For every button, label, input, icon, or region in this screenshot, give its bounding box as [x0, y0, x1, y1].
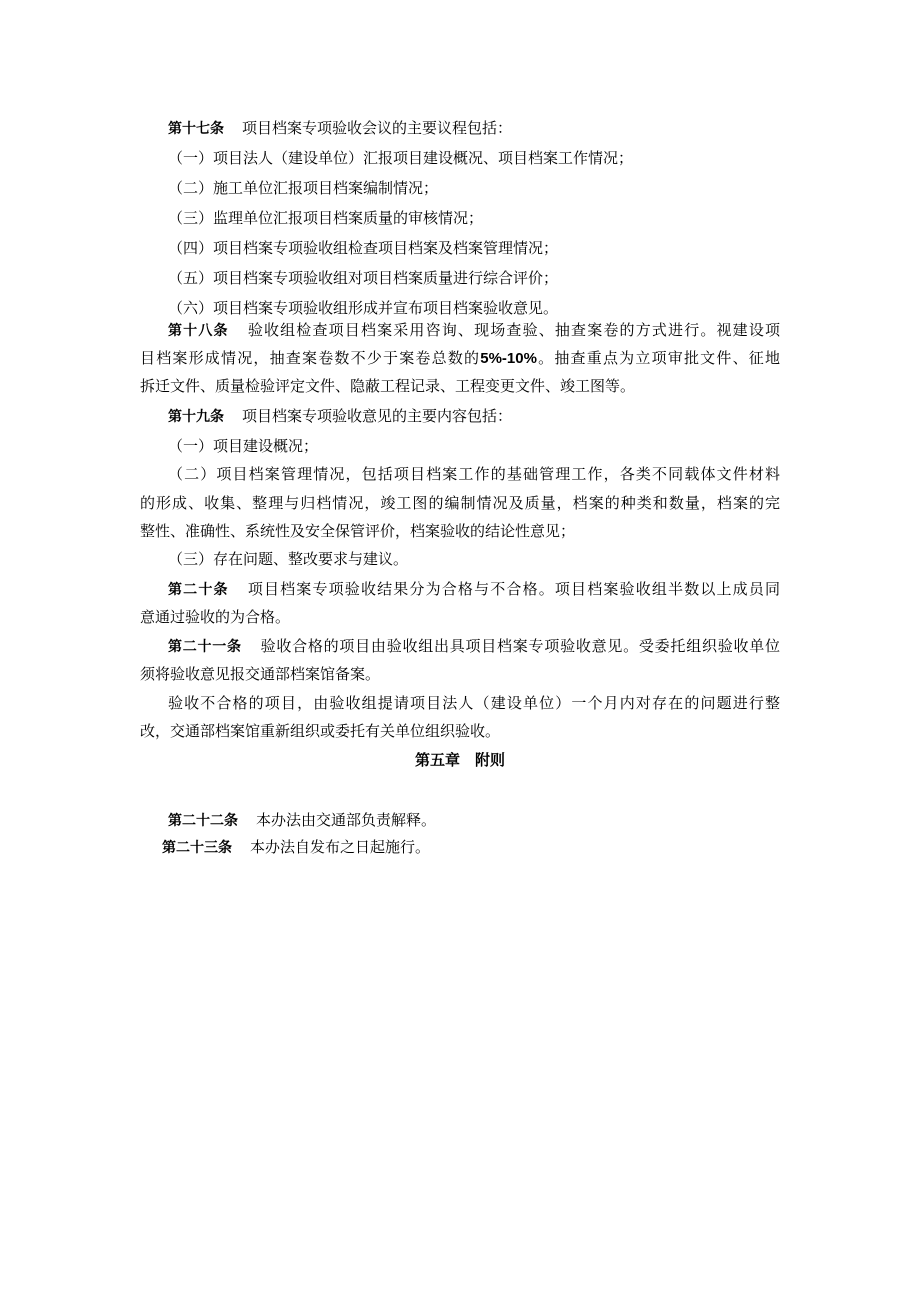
article-18-percentage: 5%-10% [480, 350, 537, 367]
article-19-label: 第十九条 [168, 409, 224, 425]
article-23 [162, 837, 430, 858]
article-20-text-1: 项目档案专项验收结果分为合格与不合格。项目档案验收组半数以上成员同 [246, 580, 780, 598]
article-19-text: 项目档案专项验收意见的主要内容包括： [242, 407, 513, 425]
article-18-text-2a: 目档案形成情况，抽查案卷数不少于案卷总数的 [140, 349, 481, 367]
article-17-item-4: （四）项目档案专项验收组检查项目档案及档案管理情况； [168, 239, 559, 257]
article-21-para-2-line-2: 改，交通部档案馆重新组织或委托有关单位组织验收。 [140, 722, 501, 740]
article-18-line-3: 拆迁文件、质量检验评定文件、隐蔽工程记录、工程变更文件、竣工图等。 [140, 377, 636, 395]
article-19-item-2-line-2: 的形成、收集、整理与归档情况，竣工图的编制情况及质量，档案的种类和数量，档案的完 [140, 494, 780, 512]
article-21-line-2: 须将验收意见报交通部档案馆备案。 [140, 665, 381, 683]
article-18-line-2 [140, 348, 780, 369]
article-19-heading [168, 406, 512, 427]
article-22-text: 本办法由交通部负责解释。 [256, 811, 437, 829]
chapter-5-title: 第五章 附则 [414, 751, 505, 769]
article-20-line-2: 意通过验收的为合格。 [140, 608, 291, 626]
article-18-text-1: 验收组检查项目档案采用咨询、现场查验、抽查案卷的方式进行。视建设项 [246, 321, 780, 339]
article-21-para-2-line-1: 验收不合格的项目，由验收组提请项目法人（建设单位）一个月内对存在的问题进行整 [168, 694, 780, 712]
article-17-item-6: （六）项目档案专项验收组形成并宣布项目档案验收意见。 [168, 299, 559, 317]
article-19-item-3: （三）存在问题、整改要求与建议。 [168, 550, 409, 568]
article-17-item-5: （五）项目档案专项验收组对项目档案质量进行综合评价； [168, 269, 559, 287]
article-18-text-2b: 。抽查重点为立项审批文件、征地 [536, 349, 780, 367]
article-17-label: 第十七条 [168, 121, 224, 137]
article-19-item-2-line-3: 整性、准确性、系统性及安全保管评价，档案验收的结论性意见； [140, 522, 576, 540]
article-18-label: 第十八条 [168, 323, 229, 339]
article-22-label: 第二十二条 [168, 813, 238, 829]
article-19-item-1: （一）项目建设概况； [168, 437, 319, 455]
article-23-text: 本办法自发布之日起施行。 [250, 838, 431, 856]
article-22 [168, 810, 436, 831]
article-17-item-1: （一）项目法人（建设单位）汇报项目建设概况、项目档案工作情况； [168, 149, 634, 167]
article-18-line-1 [168, 320, 780, 341]
article-20-label: 第二十条 [168, 582, 229, 598]
article-21-text-1: 验收合格的项目由验收组出具项目档案专项验收意见。受委托组织验收单位 [259, 637, 781, 655]
article-21-line-1 [168, 636, 780, 657]
article-21-label: 第二十一条 [168, 639, 242, 655]
article-17-heading [168, 118, 512, 139]
article-23-label: 第二十三条 [162, 840, 232, 856]
article-19-item-2-line-1: （二）项目档案管理情况，包括项目档案工作的基础管理工作，各类不同载体文件材料 [168, 465, 780, 483]
article-20-line-1 [168, 579, 780, 600]
article-17-text: 项目档案专项验收会议的主要议程包括： [242, 119, 513, 137]
article-17-item-3: （三）监理单位汇报项目档案质量的审核情况； [168, 209, 484, 227]
article-17-item-2: （二）施工单位汇报项目档案编制情况； [168, 179, 439, 197]
